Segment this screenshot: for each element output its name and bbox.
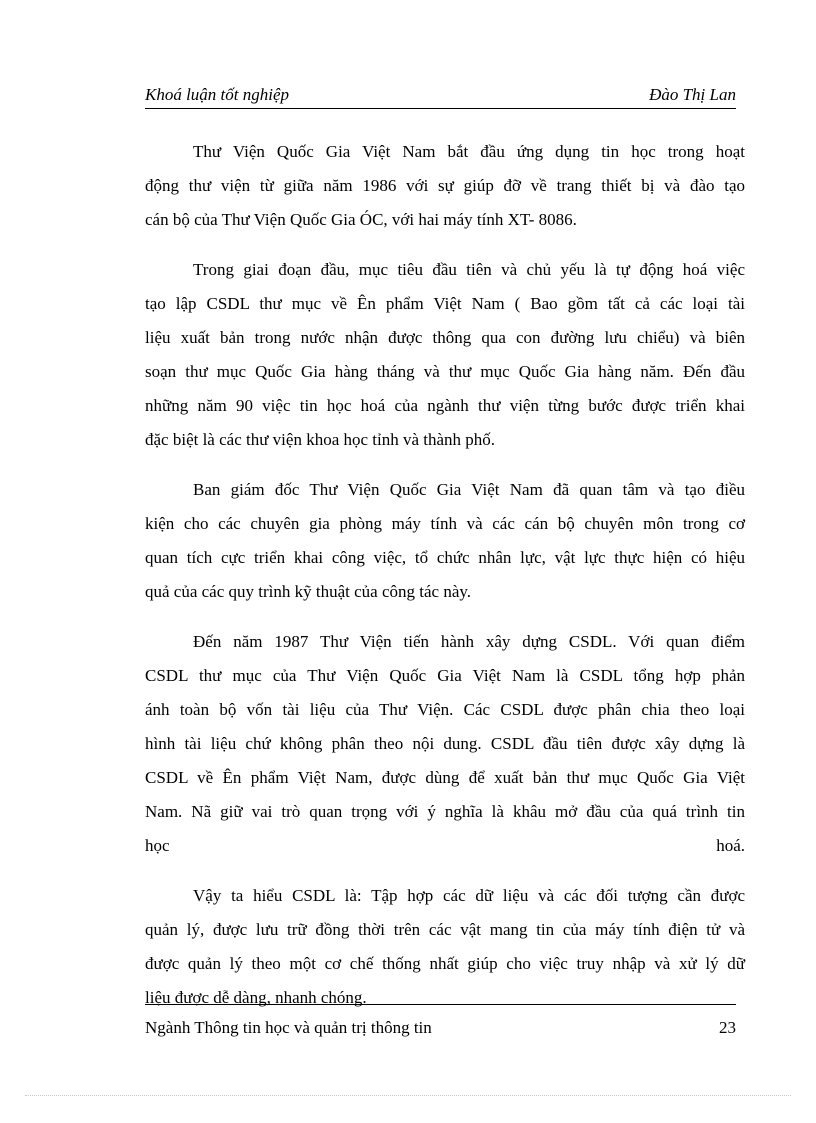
text-line: soạn thư mục Quốc Gia hàng tháng và thư mục Quốc Gia hàng năm. Đến đầu: [145, 362, 745, 381]
text-line: học hoá.: [145, 836, 745, 855]
text-line: Đến năm 1987 Thư Viện tiến hành xây dựng CSDL. Với quan điểm: [193, 632, 745, 651]
text-line: Trong giai đoạn đầu, mục tiêu đầu tiên và chủ yếu là tự động hoá việc: [193, 260, 745, 279]
text-line: quan tích cực triển khai công việc, tổ chức nhân lực, vật lực thực hiện có hiệu: [145, 548, 745, 567]
paragraph: [145, 473, 745, 609]
text-line: Thư Viện Quốc Gia Việt Nam bắt đầu ứng dụng tin học trong hoạt: [193, 142, 745, 161]
body-text: [145, 135, 745, 1031]
paragraph: [145, 879, 745, 1015]
text-line: được quản lý theo một cơ chế thống nhất giúp cho việc truy nhập và xử lý dữ: [145, 954, 745, 973]
text-line: cán bộ của Thư Viện Quốc Gia ÓC, với hai máy tính XT- 8086.: [145, 210, 577, 229]
text-line: những năm 90 việc tin học hoá của ngành thư viện từng bước được triển khai: [145, 396, 745, 415]
text-line: Vậy ta hiểu CSDL là: Tập hợp các dữ liệu và các đối tượng cần được: [193, 886, 745, 905]
footer-department: Ngành Thông tin học và quản trị thông tin: [145, 1018, 432, 1037]
page-number: 23: [719, 1018, 736, 1037]
text-line: liệu được dễ dàng, nhanh chóng.: [145, 988, 367, 1007]
text-line: Ban giám đốc Thư Viện Quốc Gia Việt Nam đã quan tâm và tạo điều: [193, 480, 745, 499]
text-line: CSDL về Ên phẩm Việt Nam, được dùng để xuất bản thư mục Quốc Gia Việt: [145, 768, 745, 787]
text-line: Nam. Nã giữ vai trò quan trọng với ý nghĩa là khâu mở đầu của quá trình tin: [145, 802, 745, 821]
text-line: tạo lập CSDL thư mục về Ên phẩm Việt Nam ( Bao gồm tất cả các loại tài: [145, 294, 745, 313]
text-line: ánh toàn bộ vốn tài liệu của Thư Viện. Các CSDL được phân chia theo loại: [145, 700, 745, 719]
header-author: Đào Thị Lan: [649, 85, 736, 104]
text-line: CSDL thư mục của Thư Viện Quốc Gia Việt Nam là CSDL tổng hợp phản: [145, 666, 745, 685]
header-title: Khoá luận tốt nghiệp: [145, 85, 290, 104]
text-line: liệu xuất bản trong nước nhận được thông qua con đường lưu chiểu) và biên: [145, 328, 745, 347]
text-line: quản lý, được lưu trữ đồng thời trên các vật mang tin của máy tính điện tử và: [145, 920, 745, 939]
text-line: đặc biệt là các thư viện khoa học tỉnh và thành phố.: [145, 430, 496, 449]
page-header: [145, 84, 736, 109]
text-line: động thư viện từ giữa năm 1986 với sự giúp đỡ về trang thiết bị và đào tạo: [145, 176, 745, 195]
page-boundary-dots: [25, 1095, 791, 1096]
text-line: hình tài liệu chứ không phân theo nội dung. CSDL đầu tiên được xây dựng là: [145, 734, 745, 753]
paragraph: [145, 625, 745, 863]
paragraph: [145, 253, 745, 457]
text-line: kiện cho các chuyên gia phòng máy tính và các cán bộ chuyên môn trong cơ: [145, 514, 745, 533]
paragraph: [145, 135, 745, 237]
text-line: quả của các quy trình kỹ thuật của công tác này.: [145, 582, 472, 601]
footer-divider: [145, 1004, 736, 1005]
